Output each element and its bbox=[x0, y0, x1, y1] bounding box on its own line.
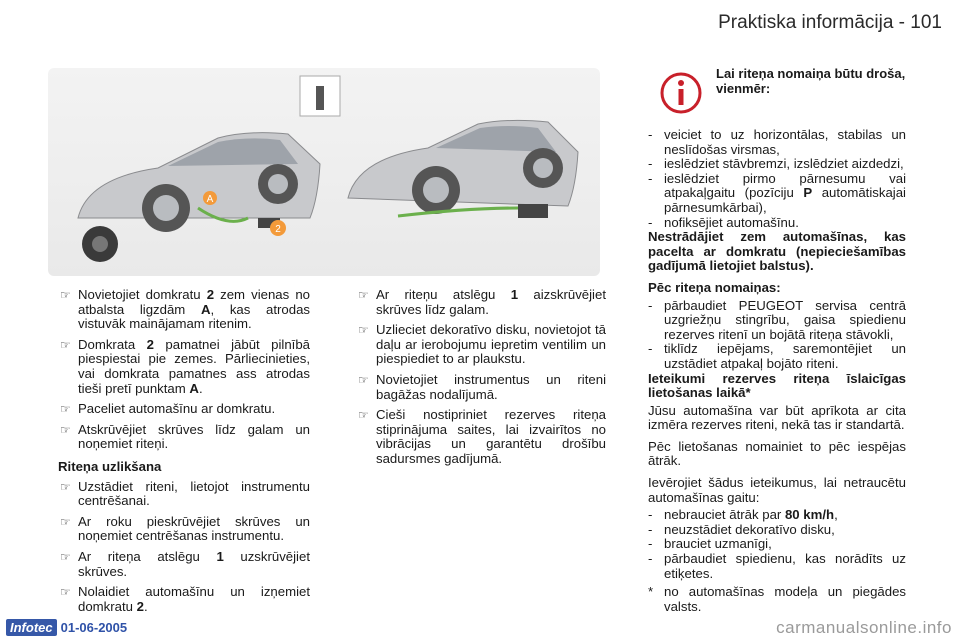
list-item: - veiciet to uz horizontālas, stabilas un neslīdošas virsmas, bbox=[648, 127, 906, 157]
list-item: ☞ Uzlieciet dekoratīvo disku, novietojot tā daļu ar ierobojumu iepretim ventilim un piespiediet to ar plaukstu. bbox=[358, 322, 606, 367]
paragraph: Pēc lietošanas nomainiet to pēc iespējas ātrāk. bbox=[648, 438, 906, 469]
section-heading: Riteņa uzlikšana bbox=[58, 458, 162, 474]
list-item: - brauciet uzmanīgi, bbox=[648, 536, 772, 552]
label-2-marker bbox=[270, 220, 286, 236]
hand-pointer-icon: ☞ bbox=[358, 288, 369, 302]
hand-pointer-icon: ☞ bbox=[60, 422, 71, 437]
hand-pointer-icon: ☞ bbox=[358, 408, 369, 423]
list-item: ☞ Novietojiet instrumentus un riteni bagāžas nodalījumā. bbox=[358, 371, 606, 402]
infotec-logo: Infotec bbox=[6, 619, 57, 636]
car-jack-illustration bbox=[48, 68, 600, 276]
list-item: - neuzstādiet dekoratīvo disku, bbox=[648, 521, 835, 537]
paragraph: Ievērojiet šādus ieteikumus, lai netraucētu automašīnas gaitu: bbox=[648, 475, 906, 505]
footnote: * no automašīnas modeļa un piegādes valsts. bbox=[648, 584, 906, 614]
list-item: ☞ Ar riteņu atslēgu 1 aizskrūvējiet skrūves līdz galam. bbox=[358, 287, 606, 317]
column-middle bbox=[356, 288, 606, 473]
hand-pointer-icon: ☞ bbox=[358, 323, 369, 338]
list-item: - ieslēdziet stāvbremzi, izslēdziet aizdedzi, bbox=[648, 156, 904, 172]
list-item: ☞ Novietojiet domkratu 2 zem vienas no atbalsta ligzdām A, kas atrodas vistuvāk mainājamam ritenim. bbox=[60, 287, 310, 332]
list-item: ☞ Cieši nostipriniet rezerves riteņa stiprinājuma saites, lai izvairītos no vibrācijas un garantētu drošību sadursmes gadījumā. bbox=[358, 407, 606, 466]
footer bbox=[6, 619, 127, 636]
hand-pointer-icon: ☞ bbox=[60, 288, 71, 302]
list-item: ☞ Uzstādiet riteni, lietojot instrumentu centrēšanai. bbox=[60, 478, 310, 509]
paragraph: Jūsu automašīna var būt aprīkota ar cita izmēra rezerves riteni, nekā tas ir standartā. bbox=[648, 402, 906, 433]
list-item: ☞ Ar riteņa atslēgu 1 uzskrūvējiet skrūves. bbox=[60, 548, 310, 579]
wheel-change-illustration bbox=[48, 68, 600, 276]
list-item: ☞ Ar roku pieskrūvējiet skrūves un noņemiet centrēšanas instrumentu. bbox=[60, 513, 310, 544]
list-item: ☞ Atskrūvējiet skrūves līdz galam un noņemiet riteņi. bbox=[60, 421, 310, 452]
page-title: Praktiska informācija - 101 bbox=[718, 12, 942, 33]
hand-pointer-icon: ☞ bbox=[60, 337, 71, 352]
hand-pointer-icon: ☞ bbox=[60, 402, 71, 417]
warning-icon bbox=[660, 72, 702, 119]
warning-title: Lai riteņa nomaiņa būtu droša, vienmēr: bbox=[716, 66, 906, 96]
svg-text:A: A bbox=[206, 194, 214, 205]
column-right bbox=[648, 128, 906, 614]
list-item: - pārbaudiet PEUGEOT servisa centrā uzgriežņu stingrību, gaisa spiedienu rezerves ritenī un bojātā riteņa stāvokli, bbox=[648, 297, 906, 342]
section-heading: Pēc riteņa nomaiņas: bbox=[648, 279, 781, 295]
section-heading: Ieteikumi rezerves riteņa īslaicīgas lietošanas laikā* bbox=[648, 370, 906, 401]
list-item: - nebrauciet ātrāk par 80 km/h, bbox=[648, 507, 838, 523]
list-item: ☞ Paceliet automašīnu ar domkratu. bbox=[60, 401, 276, 417]
warning-text: Nestrādājiet zem automašīnas, kas pacelta ar domkratu (nepieciešamības gadījumā lietojiet balstus). bbox=[648, 229, 906, 274]
list-item: - tiklīdz iepējams, saremontējiet un uzstādiet atpakaļ bojāto riteni. bbox=[648, 341, 906, 371]
list-item: - pārbaudiet spiedienu, kas norādīts uz etiķetes. bbox=[648, 551, 906, 581]
label-a-marker bbox=[203, 191, 217, 205]
list-item: - nofiksējiet automašīnu. bbox=[648, 214, 799, 230]
car-right-drawing bbox=[348, 120, 578, 218]
svg-text:2: 2 bbox=[275, 224, 281, 235]
watermark: carmanualsonline.info bbox=[776, 618, 952, 637]
hand-pointer-icon: ☞ bbox=[60, 514, 71, 529]
list-item: - ieslēdziet pirmo pārnesumu vai atpakaļgaitu (pozīciju P automātiskajai pārnesumkārbai), bbox=[648, 170, 906, 215]
hand-pointer-icon: ☞ bbox=[358, 372, 369, 387]
column-left bbox=[58, 288, 310, 620]
list-item: ☞ Nolaidiet automašīnu un izņemiet domkratu 2. bbox=[60, 584, 310, 614]
print-date: 01-06-2005 bbox=[60, 620, 128, 635]
hand-pointer-icon: ☞ bbox=[60, 549, 71, 564]
hand-pointer-icon: ☞ bbox=[60, 479, 71, 494]
list-item: ☞ Domkrata 2 pamatnei jābūt pilnībā piespiestai pie zemes. Pārliecinieties, vai domkrata pamatnes ass atrodas tieši pretī punktam A. bbox=[60, 336, 310, 396]
hand-pointer-icon: ☞ bbox=[60, 585, 71, 600]
car-left-drawing bbox=[78, 76, 340, 262]
